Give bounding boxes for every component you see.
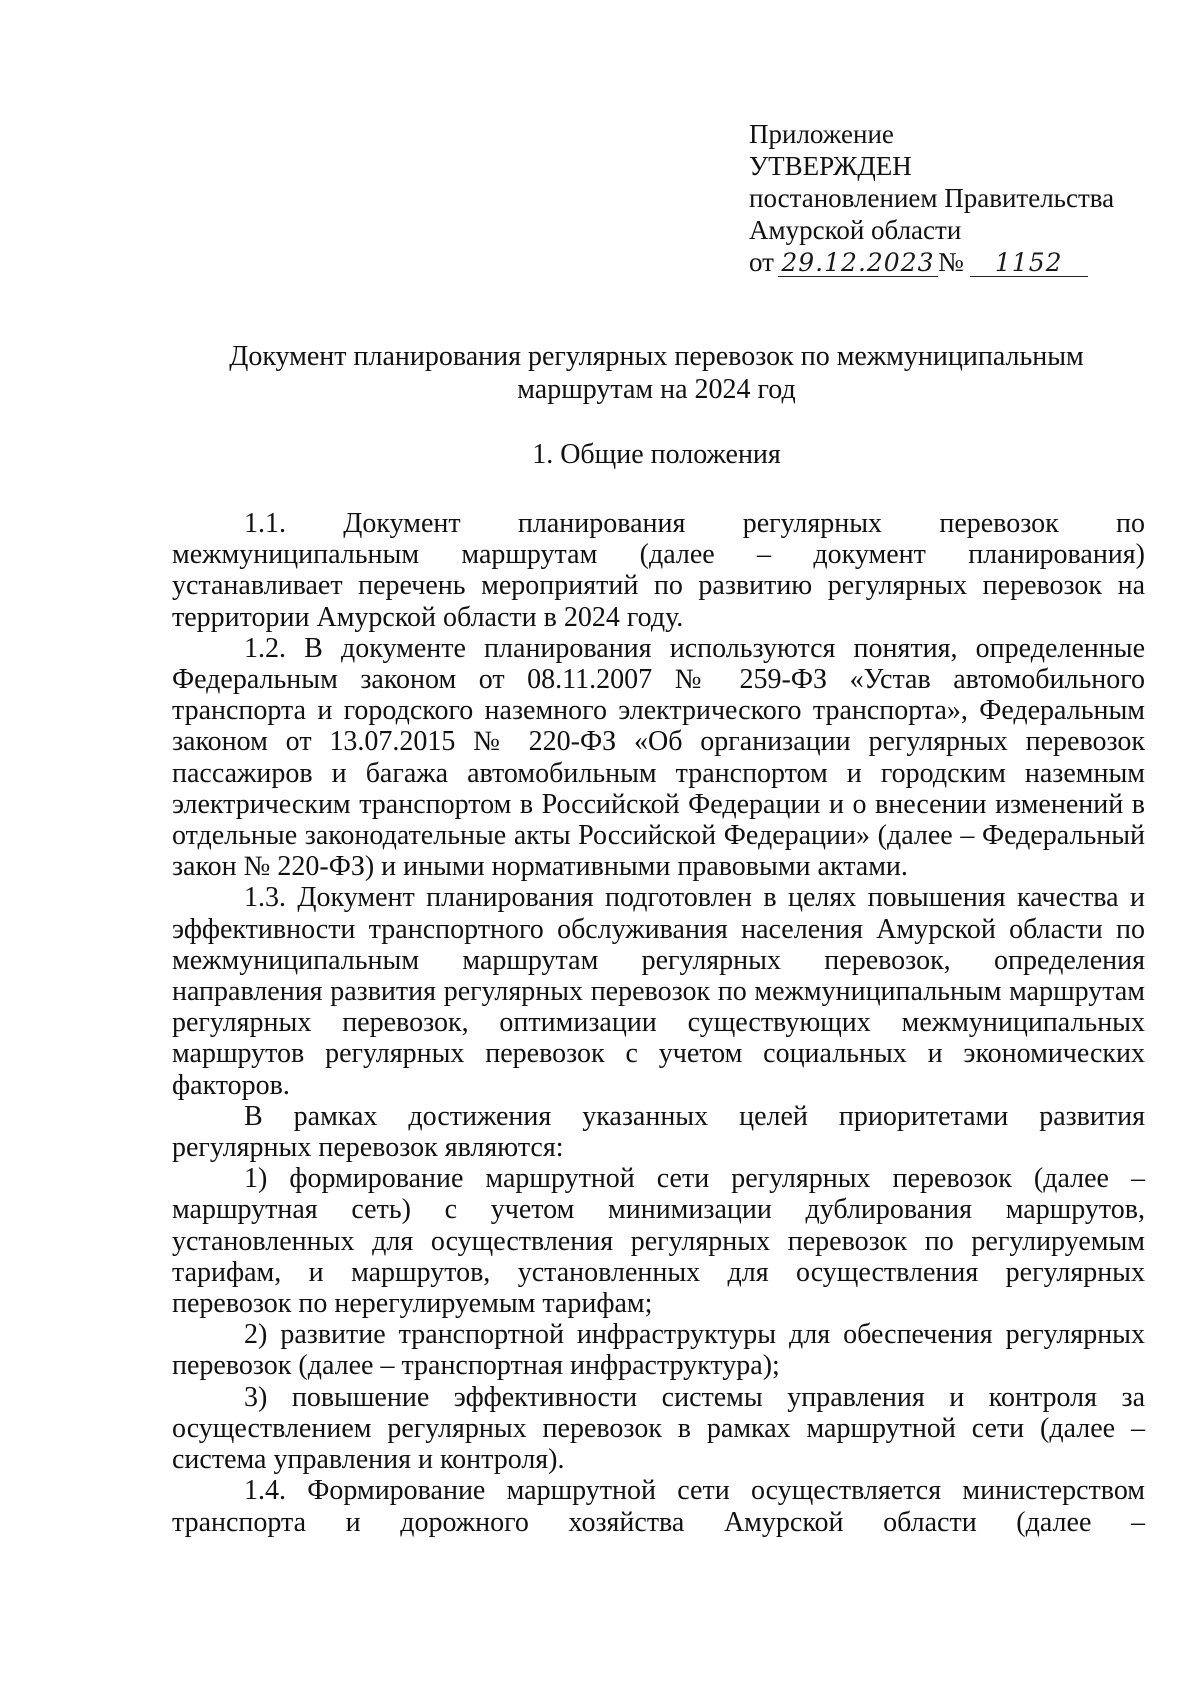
paragraph: 1) формирование маршрутной сети регулярных перевозок (далее – маршрутная сеть) с учетом минимизации дублирования маршрутов, установленных для осуществления регулярных перевозок по регулируемым тарифам, и маршрутов, установленных для осуществления регулярных перевозок по нерегулируемым тарифам;: [172, 1163, 1145, 1320]
date-prefix: от: [749, 247, 774, 277]
section-heading: 1. Общие положения: [532, 439, 781, 470]
approval-block: [749, 118, 1169, 278]
approval-appendix-label: Приложение: [749, 119, 894, 149]
document-body: [172, 508, 1145, 1538]
paragraph: В рамках достижения указанных целей приоритетами развития регулярных перевозок являются:: [172, 1100, 1145, 1164]
approval-approved-label: УТВЕРЖДЕН: [749, 151, 912, 181]
approval-resolution-label: постановлением Правительства: [749, 183, 1115, 213]
paragraph: 1.2. В документе планирования используются понятия, определенные Федеральным законом от 08.11.2007 № 259-ФЗ «Устав автомобильного транспорта и городского наземного электрического транспорта», Федеральным законом от 13.07.2015 № 220-ФЗ «Об организации регулярных перевозок пассажиров и багажа автомобильным транспортом и городским наземным электрическим транспортом в Российской Федерации и о внесении изменений в отдельные законодательные акты Российской Федерации» (далее – Федеральный закон № 220-ФЗ) и иными нормативными правовыми актами.: [172, 632, 1145, 883]
approval-date-number-line: [749, 246, 1169, 278]
handwritten-number: 1152: [970, 250, 1088, 277]
number-prefix: №: [937, 247, 964, 277]
document-title-line-2: маршрутам на 2024 год: [517, 374, 796, 405]
document-title: [170, 340, 1143, 406]
approval-region-label: Амурской области: [749, 215, 962, 245]
document-title-line-1: Документ планирования регулярных перевозок по межмуниципальным: [229, 341, 1084, 372]
paragraph: 1.1. Документ планирования регулярных перевозок по межмуниципальным маршрутам (далее – документ планирования) устанавливает перечень мероприятий по развитию регулярных перевозок на территории Амурской области в 2024 году.: [172, 508, 1145, 633]
paragraph: 1.4. Формирование маршрутной сети осуществляется министерством транспорта и дорожного хозяйства Амурской области (далее –: [172, 1475, 1145, 1538]
paragraph: 1.3. Документ планирования подготовлен в целях повышения качества и эффективности транспортного обслуживания населения Амурской области по межмуниципальным маршрутам регулярных перевозок, определения направления развития регулярных перевозок по межмуниципальным маршрутам регулярных перевозок, оптимизации существующих межмуниципальных маршрутов регулярных перевозок с учетом социальных и экономических факторов.: [172, 882, 1145, 1101]
paragraph: 3) повышение эффективности системы управления и контроля за осуществлением регулярных перевозок в рамках маршрутной сети (далее – система управления и контроля).: [172, 1381, 1145, 1476]
paragraph: 2) развитие транспортной инфраструктуры для обеспечения регулярных перевозок (далее – транспортная инфраструктура);: [172, 1319, 1145, 1382]
handwritten-date: 29.12.2023: [778, 250, 938, 277]
